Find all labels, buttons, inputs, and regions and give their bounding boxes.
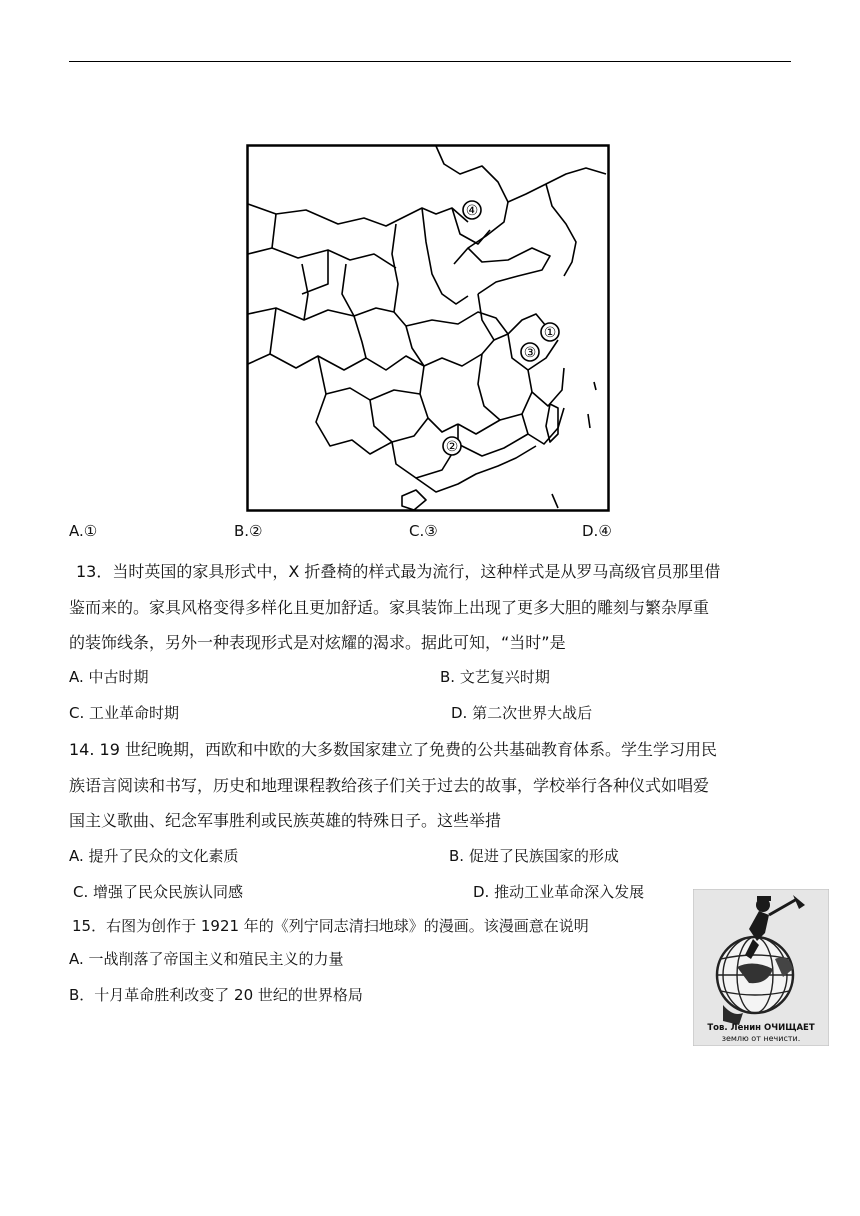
map-option-d[interactable]: D.④ — [582, 522, 612, 540]
q15-option-b[interactable]: B．十月革命胜利改变了 20 世纪的世界格局 — [69, 986, 363, 1004]
map-marker-3 — [521, 343, 539, 361]
poster-caption-2: землю от нечисти. — [721, 1034, 801, 1043]
map-question-options — [69, 522, 769, 546]
svg-text:①: ① — [543, 325, 557, 341]
svg-text:④: ④ — [465, 203, 479, 219]
china-map-figure — [246, 144, 610, 512]
q14-option-b[interactable]: B. 促进了民族国家的形成 — [449, 847, 619, 865]
poster-caption-1: Тов. Ленин ОЧИЩАЕТ — [707, 1023, 815, 1033]
q14-option-c[interactable]: C. 增强了民众民族认同感 — [73, 883, 244, 901]
q13-option-d[interactable]: D. 第二次世界大战后 — [451, 704, 593, 722]
header-rule — [69, 61, 791, 62]
map-marker-2 — [443, 437, 461, 455]
map-option-b[interactable]: B.② — [234, 522, 263, 540]
svg-text:③: ③ — [523, 345, 537, 361]
q13-option-a[interactable]: A. 中古时期 — [69, 668, 149, 686]
q14-option-a[interactable]: A. 提升了民众的文化素质 — [69, 847, 239, 865]
q13-line-1: 13．当时英国的家具形式中，X 折叠椅的样式最为流行，这种样式是从罗马高级官员那里借 — [76, 562, 721, 581]
map-marker-1 — [541, 323, 559, 341]
q15-option-a[interactable]: A. 一战削落了帝国主义和殖民主义的力量 — [69, 950, 344, 968]
q13-option-c[interactable]: C. 工业革命时期 — [69, 704, 180, 722]
q13-line-3: 的装饰线条，另外一种表现形式是对炫耀的渴求。据此可知，“当时”是 — [69, 633, 566, 652]
svg-text:②: ② — [445, 439, 459, 455]
lenin-poster-image — [693, 889, 829, 1046]
q14-option-d[interactable]: D. 推动工业革命深入发展 — [473, 883, 645, 901]
q14-line-1: 14. 19 世纪晚期，西欧和中欧的大多数国家建立了免费的公共基础教育体系。学生学习用民 — [69, 740, 717, 759]
q14-line-2: 族语言阅读和书写，历史和地理课程教给孩子们关于过去的故事，学校举行各种仪式如唱爱 — [69, 776, 710, 795]
q15-stem: 15．右图为创作于 1921 年的《列宁同志清扫地球》的漫画。该漫画意在说明 — [72, 917, 589, 935]
q13-line-2: 鉴而来的。家具风格变得多样化且更加舒适。家具装饰上出现了更多大胆的雕刻与繁杂厚重 — [69, 598, 710, 617]
q13-option-b[interactable]: B. 文艺复兴时期 — [440, 668, 550, 686]
map-marker-4 — [463, 201, 481, 219]
map-option-a[interactable]: A.① — [69, 522, 98, 540]
q14-line-3: 国主义歌曲、纪念军事胜利或民族英雄的特殊日子。这些举措 — [69, 811, 502, 830]
map-option-c[interactable]: C.③ — [409, 522, 438, 540]
